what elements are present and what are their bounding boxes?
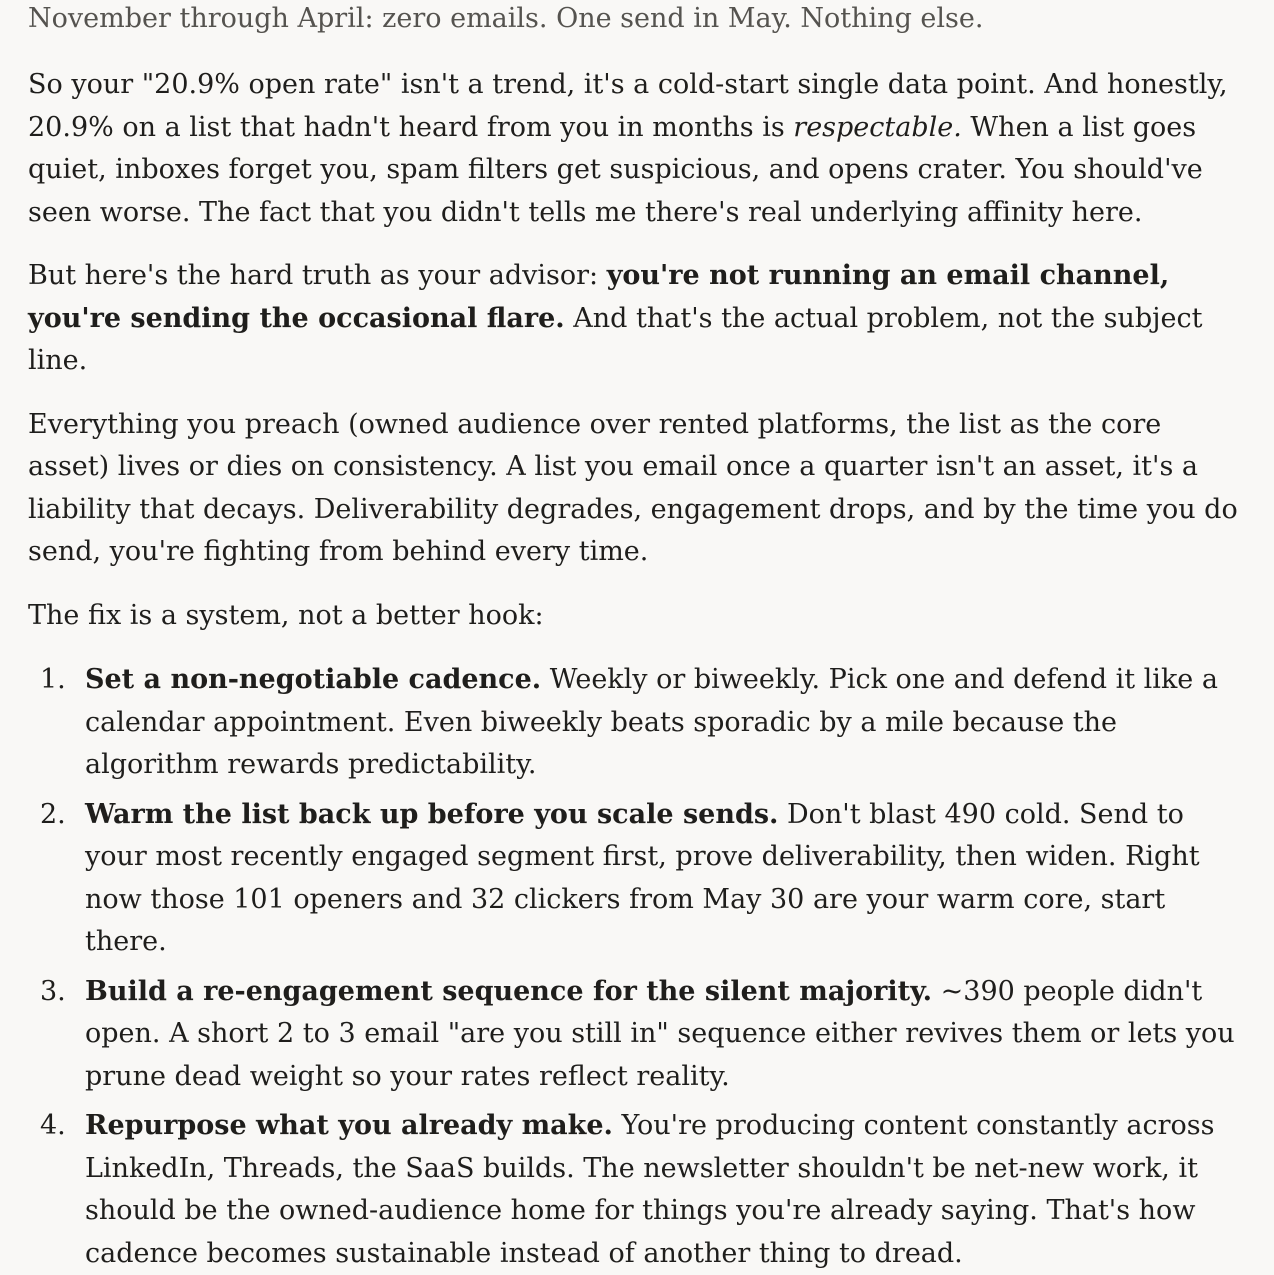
list-item-heading: Build a re-engagement sequence for the silent majority. [85, 975, 933, 1007]
list-item [28, 971, 1238, 1099]
list-item-text: You're producing content constantly across LinkedIn, Threads, the SaaS builds. The newsletter shouldn't be net-new work, it should be the owned-audience home for things you're already saying. That's how cadence becomes sustainable instead of another thing to dread. [85, 1110, 1215, 1269]
text-span: When a list goes quiet, inboxes forget you, spam filters get suspicious, and opens crater. You should've seen worse. The fact that you didn't tells me there's real underlying affinity here. [28, 111, 1203, 228]
list-item [28, 794, 1238, 964]
list-item-heading: Repurpose what you already make. [85, 1110, 613, 1141]
list-item-text: Weekly or biweekly. Pick one and defend it like a calendar appointment. Even biweekly beats sporadic by a mile because the algorithm rewards predictability. [85, 664, 1218, 780]
message-paragraph-intro: November through April: zero emails. One send in May. Nothing else. [28, 3, 984, 34]
text-span: So your "20.9% open rate" isn't a trend, it's a cold-start single data point. And honestly, 20.9% on a list that hadn't heard from you in months is [28, 69, 1228, 143]
numbered-list [28, 659, 1238, 1275]
list-number: 2. [40, 798, 66, 830]
list-item [28, 659, 1238, 787]
list-number: 4. [40, 1110, 66, 1141]
emphasis-text: respectable. [793, 111, 962, 143]
list-item-heading: Warm the list back up before you scale sends. [85, 798, 779, 830]
list-number: 1. [40, 664, 66, 695]
text-span: And that's the actual problem, not the subject line. [28, 302, 1203, 376]
message-paragraph-open-rate [28, 64, 1238, 234]
list-number: 3. [40, 975, 66, 1007]
list-item [28, 1105, 1238, 1275]
bold-text: you're not running an email channel, you're sending the occasional flare. [28, 260, 1170, 334]
message-paragraph-hard-truth [28, 255, 1238, 383]
message-paragraph-consistency: Everything you preach (owned audience over rented platforms, the list as the core asset) lives or dies on consistency. A list you email once a quarter isn't an asset, it's a liability that decays. Deliverability degrades, engagement drops, and by the time you do send, you're fighting from behind every time. [28, 408, 1238, 567]
text-span: But here's the hard truth as your advisor: [28, 260, 607, 291]
list-item-text: Don't blast 490 cold. Send to your most recently engaged segment first, prove deliverability, then widen. Right now those 101 openers and 32 clickers from May 30 are your warm core, start there. [85, 798, 1200, 957]
list-item-text: ~390 people didn't open. A short 2 to 3 email "are you still in" sequence either revives them or lets you prune dead weight so your rates reflect reality. [85, 975, 1235, 1092]
list-item-heading: Set a non-negotiable cadence. [85, 664, 542, 695]
message-paragraph-fix: The fix is a system, not a better hook: [28, 599, 544, 631]
